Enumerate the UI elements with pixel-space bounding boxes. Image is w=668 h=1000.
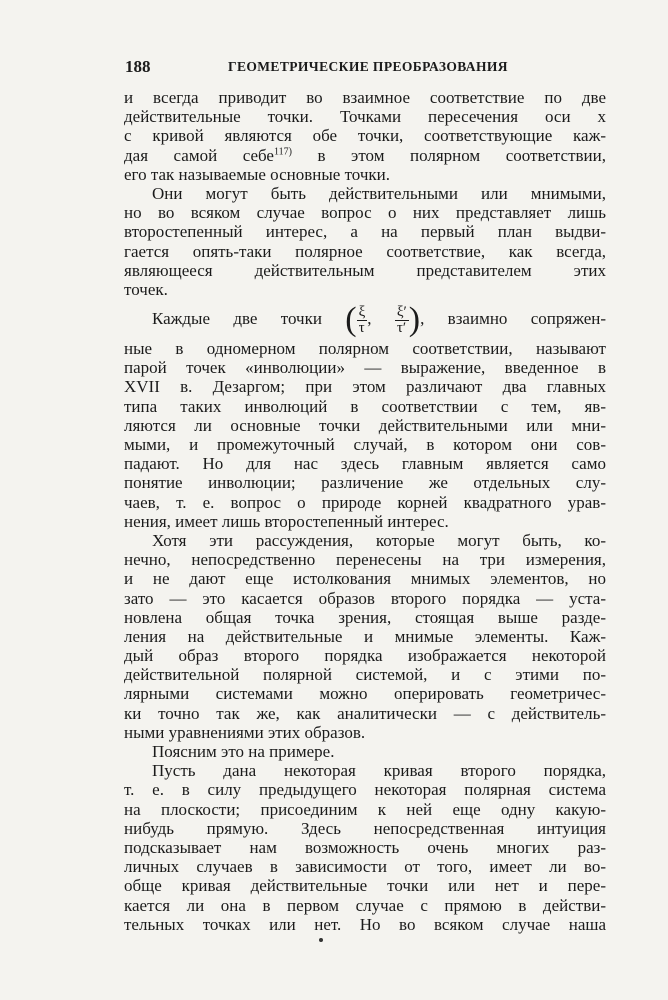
text-line: Они могут быть действительными или мнимыми, (152, 183, 606, 203)
text-segment: дая самой себе (124, 145, 274, 165)
text-line: действительной полярной системой, и с этими по- (124, 665, 606, 685)
text-line: нечно, непосредственно перенесены на три измерения, (124, 550, 606, 570)
text-line: типа таких инволюций в соответствии с тем, яв- (124, 396, 606, 416)
text-line: тельных точках или нет. Но во всяком случае наша (124, 914, 606, 934)
text-line: гается опять-таки полярное соответствие, как всегда, (124, 241, 606, 261)
fraction-numerator: ξ′ (396, 303, 407, 320)
text-line: Хотя эти рассуждения, которые могут быть, ко- (152, 530, 606, 550)
text-line: и всегда приводит во взаимное соответствие по две (124, 88, 606, 107)
page-number: 188 (125, 57, 151, 76)
text-line: ными уравнениями этих образов. (124, 722, 366, 742)
text-line: ления на действительные и мнимые элементы. Каж- (124, 626, 606, 646)
close-paren: ) (408, 301, 421, 339)
open-paren: ( (345, 301, 357, 339)
text-line: Поясним это на примере. (152, 742, 335, 761)
text-line: Пусть дана некоторая кривая второго порядка, (152, 761, 606, 781)
text-line: т. е. в силу предыдущего некоторая полярная система (124, 780, 606, 800)
text-line: понятие инволюции; различение же отдельных слу- (124, 473, 606, 493)
text-line: нибудь прямую. Здесь непосредственная интуиция (124, 818, 606, 838)
text-line: подсказывает нам возможность очень многих раз- (124, 837, 606, 857)
text-line: точек. (124, 279, 168, 299)
text-segment: в этом полярном соответствии, (291, 145, 606, 165)
text-line: дый образ второго порядка изображается некоторой (124, 646, 606, 666)
text-line: и не дают еще истолкования мнимых элементов, но (124, 569, 606, 589)
text-line: действительные точки. Точками пересечения оси x (124, 107, 606, 127)
text-segment: , взаимно сопряжен- (420, 309, 606, 329)
text-line: мыми, и промежуточный случай, в котором они сов- (124, 435, 606, 454)
fraction-xi-prime-tau-prime (395, 305, 409, 336)
running-title: ГЕОМЕТРИЧЕСКИЕ ПРЕОБРАЗОВАНИЯ (228, 59, 508, 74)
text-line: второстепенный интерес, а на первый план выдви- (124, 222, 606, 242)
text-line: падают. Но для нас здесь главным является само (124, 454, 606, 474)
text-line: парой точек «инволюции» — выражение, введенное в (124, 358, 606, 378)
body-text (124, 88, 606, 934)
text-line: новлена общая точка зрения, стоящая выше разде- (124, 607, 606, 627)
text-line: лярными системами можно оперировать геометричес- (124, 684, 606, 704)
text-line: кается ли она в первом случае с прямою в действи- (124, 895, 606, 915)
text-line: чаев, т. е. вопрос о природе корней квадратного урав- (124, 492, 606, 512)
text-line: на плоскости; присоединим к ней еще одну какую- (124, 799, 606, 819)
text-line-with-fractions: Каждые две точки ( $\frac{\xi}{\tau}$ , $\frac{\xi'}{\tau'}$ ), взаимно сопряжен- (152, 301, 606, 339)
text-line: но во всяком случае вопрос о них представляет лишь (124, 203, 606, 223)
text-line: ные в одномерном полярном соответствии, называют (124, 339, 606, 359)
text-line: личных случаев в зависимости от того, имеет ли во- (124, 857, 606, 877)
text-line: являющееся действительным представителем этих (124, 260, 606, 280)
page-header (125, 57, 605, 83)
text-line: нения, имеет лишь второстепенный интерес. (124, 511, 449, 531)
text-line: XVII в. Дезаргом; при этом различают два главных (124, 377, 606, 397)
text-segment: Каждые две точки (152, 309, 322, 329)
footnote-ref: 117) (273, 145, 292, 157)
text-line: обще кривая действительные точки или нет и пере- (124, 876, 606, 896)
text-line: ки точно так же, как аналитически — с действитель- (124, 703, 606, 723)
fraction-xi-tau (357, 305, 368, 336)
fraction-denominator: τ (358, 319, 365, 336)
text-line: его так называемые основные точки. (124, 164, 391, 184)
fraction-numerator: ξ (358, 303, 366, 320)
text-line: зато — это касается образов второго порядка — уста- (124, 588, 606, 608)
text-line: ляются ли основные точки действительными или мни- (124, 415, 606, 435)
fraction-denominator: τ′ (396, 319, 407, 336)
print-dot (319, 938, 323, 942)
text-line (124, 146, 606, 165)
text-line: с кривой являются обе точки, соответствующие каж- (124, 126, 606, 146)
